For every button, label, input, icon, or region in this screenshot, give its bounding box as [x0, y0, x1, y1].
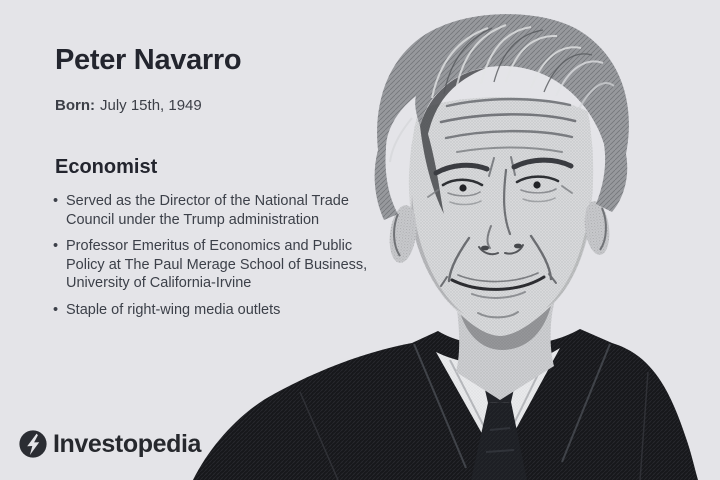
section-heading-economist: Economist — [55, 156, 158, 178]
brand-name: Investopedia — [53, 429, 202, 458]
fact-item — [53, 237, 375, 293]
born-line — [55, 97, 202, 114]
bullet-icon: • — [53, 301, 59, 318]
fact-text: Professor Emeritus of Economics and Public Policy at The Paul Merage School of Business, University of California-Irvine — [66, 238, 368, 291]
born-value: July 15th, 1949 — [100, 97, 202, 114]
bullet-icon: • — [53, 238, 59, 254]
fact-list — [53, 192, 375, 327]
investopedia-logo — [18, 429, 201, 459]
suit-shoulders — [193, 329, 698, 480]
fact-item — [53, 301, 375, 320]
born-label: Born: — [55, 97, 95, 114]
page-title: Peter Navarro — [55, 44, 242, 76]
fact-text: Staple of right-wing media outlets — [66, 301, 281, 318]
face — [409, 97, 593, 336]
fact-text: Served as the Director of the National Trade Council under the Trump administration — [66, 193, 349, 228]
investopedia-bolt-icon — [18, 429, 48, 459]
bullet-icon: • — [53, 193, 59, 209]
fact-item — [53, 192, 375, 229]
